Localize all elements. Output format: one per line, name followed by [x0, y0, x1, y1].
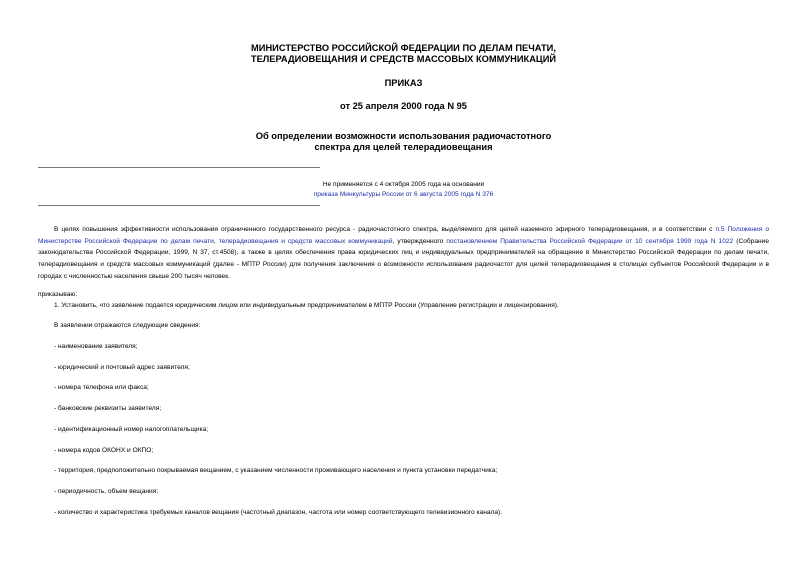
ministry-line-1: МИНИСТЕРСТВО РОССИЙСКОЙ ФЕДЕРАЦИИ ПО ДЕЛАМ ПЕЧАТИ, [251, 43, 556, 53]
list-item: - номера телефона или факса; [54, 384, 149, 391]
list-item: - периодичность, объем вещания; [54, 488, 159, 495]
order-word: приказываю: [38, 291, 78, 298]
divider-top [38, 167, 320, 168]
document-title-line-1: Об определении возможности использования радиочастотного [255, 131, 552, 141]
list-item: - юридический и почтовый адрес заявителя; [54, 364, 190, 371]
list-item: - количество и характеристика требуемых каналов вещания (частотный диапазон, частота или номер соответствующего телевизионного канала). [54, 509, 503, 516]
intro-text-1: В целях повышения эффективности использования ограниченного государственного ресурса - радиочастотного спектра, выделяемого для целей наземного эфирного телерадиовещания, и в соответствии с [54, 226, 716, 233]
document-title-line-2: спектра для целей телерадиовещания [314, 142, 493, 152]
list-item: - номера кодов ОКОНХ и ОКПО; [54, 447, 154, 454]
intro-text-3: (Собрание законодательства Российской Федерации, 1999, N 37, ст.4508), а также в целях обеспечения права юридических лиц и индивидуальных предпринимателей на обращение в Министерство Российской Федерации по делам печати, телерадиовещания и средств массовых коммуникаций (далее - МПТР России) для получения заключения о возможности использования радиочастот для целей телерадиовещания в столицах субъектов Российской Федерации и в городах с численностью населения свыше 200 тысяч человек. [38, 237, 769, 280]
intro-link-regulation[interactable]: п.5 Положения о Министерстве Российской Федерации по делам печати, телерадиовещания и средств массовых коммуникаций [38, 226, 769, 245]
document-type: ПРИКАЗ [384, 78, 423, 88]
list-item: - идентификационный номер налогоплательщика; [54, 426, 209, 433]
ministry-line-2: ТЕЛЕРАДИОВЕЩАНИЯ И СРЕДСТВ МАССОВЫХ КОММУНИКАЦИЙ [250, 54, 557, 64]
list-item: - территория, предположительно покрываемая вещанием, с указанием численности проживающего населения и пункта установки передатчика; [54, 467, 498, 474]
point-1: 1. Установить, что заявление подается юридическим лицом или индивидуальным предпринимателем в МПТР России (Управление регистрации и лицензирования). [54, 302, 559, 309]
intro-text-2: , утвержденного [392, 237, 447, 245]
divider-bottom [38, 205, 320, 206]
intro-paragraph [38, 224, 769, 283]
document-date: от 25 апреля 2000 года N 95 [340, 101, 467, 111]
status-note: Не применяется с 4 октября 2005 года на основании [322, 181, 485, 188]
status-note-link[interactable]: приказа Минкультуры России от 6 августа 2005 года N 376 [313, 191, 494, 198]
list-item: - наименование заявителя; [54, 343, 138, 350]
list-item: - банковские реквизиты заявителя; [54, 405, 162, 412]
status-note-link-row [0, 190, 807, 199]
list-intro: В заявлении отражаются следующие сведения: [54, 322, 201, 329]
intro-link-decree[interactable]: постановлением Правительства Российской Федерации от 10 сентября 1999 года N 1022 [446, 237, 734, 245]
